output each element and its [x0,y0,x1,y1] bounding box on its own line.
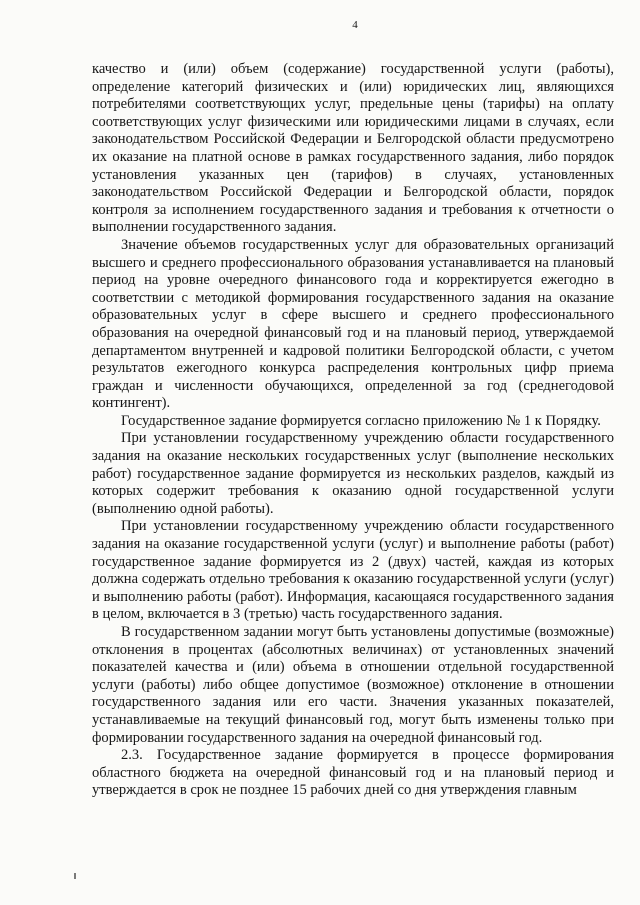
paragraph-5: При установлении государственному учреждению области государственного задания на оказание государственной услуги (услуг) и выполнение работы (работ) государственное задание формируется из 2 (двух) частей, каждая из которых должна содержать отдельно требования к оказанию государственной услуги (услуг) и выполнению работы (работ). Информация, касающаяся государственного задания в целом, включается в 3 (третью) часть государственного задания. [92,518,614,623]
document-body [92,61,614,800]
paragraph-4: При установлении государственному учреждению области государственного задания на оказание нескольких государственных услуг (выполнение нескольких работ) государственное задание формируется из нескольких разделов, каждый из которых содержит требования к оказанию одной государственной услуги (выполнению одной работы). [92,430,614,517]
paragraph-2: Значение объемов государственных услуг для образовательных организаций высшего и среднего профессионального образования устанавливается на плановый период на уровне очередного финансового года и корректируется ежегодно в соответствии с методикой формирования государственного задания на оказание образовательных услуг в сфере высшего и среднего профессионального образования на очередной финансовый год и на плановый период, утверждаемой департаментом внутренней и кадровой политики Белгородской области, с учетом результатов ежегодного конкурса распределения контрольных цифр приема граждан и численности обучающихся, определенной за год (среднегодовой контингент). [92,236,614,412]
paragraph-7: 2.3. Государственное задание формируется в процессе формирования областного бюджета на очередной финансовый год и на плановый период и утверждается в срок не позднее 15 рабочих дней со дня утверждения главным [92,747,614,799]
scan-mark [74,873,76,879]
paragraph-6: В государственном задании могут быть установлены допустимые (возможные) отклонения в процентах (абсолютных величинах) от установленных значений показателей качества и (или) объема в отношении отдельной государственной услуги (работы) либо общее допустимое (возможное) отклонение в отношении государственного задания или его части. Значения указанных показателей, устанавливаемые на текущий финансовый год, могут быть изменены только при формировании государственного задания на очередной финансовый год. [92,624,614,746]
page-number: 4 [352,19,358,31]
paragraph-1: качество и (или) объем (содержание) государственной услуги (работы), определение категорий физических и (или) юридических лиц, являющихся потребителями соответствующих услуг, предельные цены (тарифы) на оплату соответствующих услуг физическими или юридическими лицами в случаях, если законодательством Российской Федерации и Белгородской области предусмотрено их оказание на платной основе в рамках государственного задания, либо порядок установления указанных цен (тарифов) в случаях, установленных законодательством Российской Федерации и Белгородской области, порядок контроля за исполнением государственного задания и требования к отчетности о выполнении государственного задания. [92,61,614,236]
paragraph-3: Государственное задание формируется согласно приложению № 1 к Порядку. [121,412,601,429]
